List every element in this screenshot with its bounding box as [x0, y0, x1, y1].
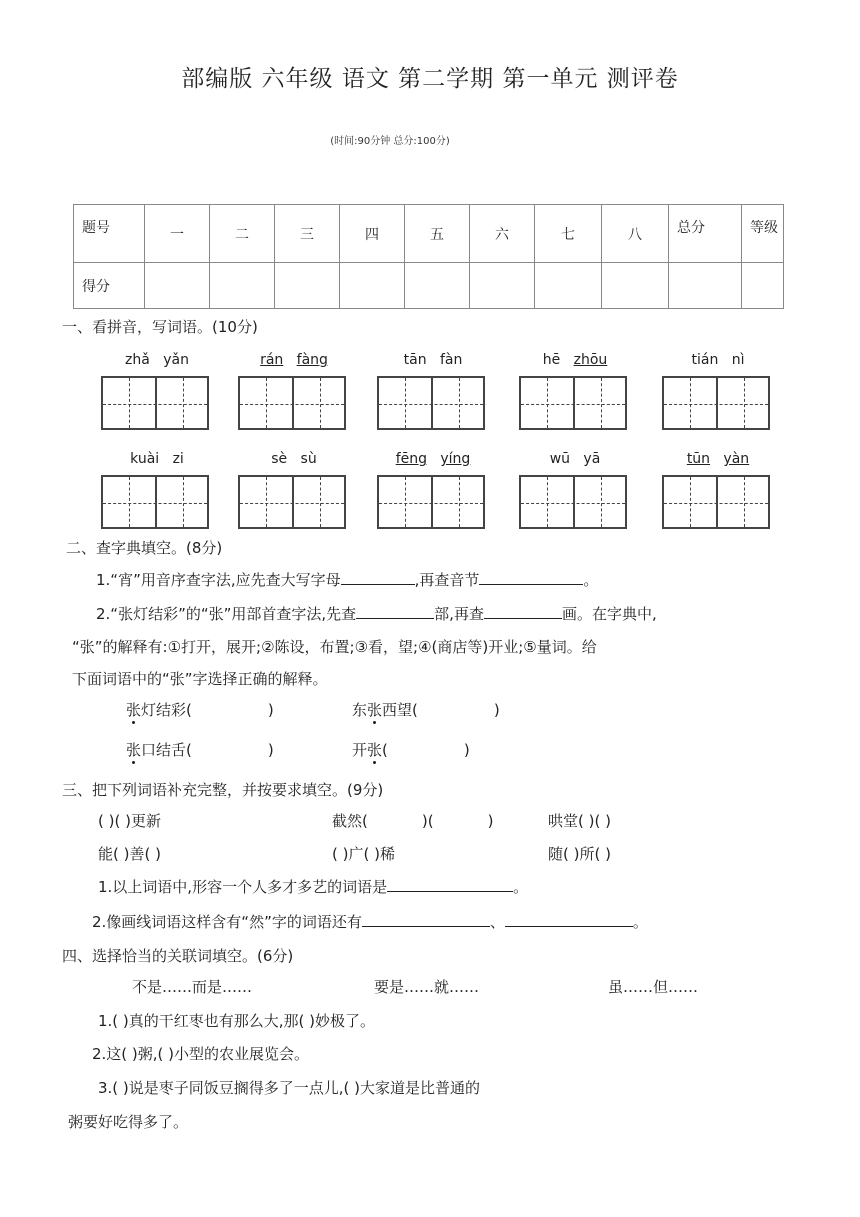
pinyin-syllable: yā: [583, 451, 601, 467]
word-text: ): [267, 741, 274, 759]
pinyin-syllable: yàn: [723, 451, 750, 467]
pinyin-syllable: kuài: [130, 451, 160, 467]
question-text: 画。在字典中,: [561, 605, 657, 623]
character-writing-grid[interactable]: [238, 376, 346, 430]
grid-line: [266, 477, 267, 527]
score-entry-cell[interactable]: [145, 263, 210, 309]
pinyin-syllable: nì: [731, 352, 745, 368]
grid-line: [521, 503, 625, 504]
score-entry-cell[interactable]: [535, 263, 602, 309]
word-item: [126, 739, 274, 760]
question-2-2: [96, 603, 657, 624]
word-text: ): [493, 701, 500, 719]
dotted-character: 张: [367, 741, 383, 759]
pinyin-syllable: hē: [542, 352, 561, 368]
grid-line: [183, 477, 184, 527]
question-text: 1.“宵”用音序查字法,应先查大写字母: [96, 571, 341, 589]
grid-line: [379, 503, 483, 504]
question-text: “张”的解释有:①打开，展开;②陈设，布置;③看，望;④(商店等)开业;⑤量词。给: [72, 638, 597, 656]
grid-line: [744, 378, 745, 428]
grid-line: [183, 378, 184, 428]
idiom-fill[interactable]: ( )广( )稀: [332, 845, 395, 863]
pinyin-label: [519, 451, 631, 467]
pinyin-syllable: yíng: [440, 451, 471, 467]
answer-blank[interactable]: [484, 604, 562, 619]
dotted-character: 张: [126, 701, 142, 719]
table-cell: 八: [602, 205, 669, 263]
word-text: 口结舌(: [141, 741, 192, 759]
question-4-1[interactable]: 1.( )真的干红枣也有那么大,那( )妙极了。: [98, 1012, 376, 1030]
grid-line: [521, 404, 625, 405]
grid-line: [690, 378, 691, 428]
answer-blank[interactable]: [505, 912, 633, 927]
question-text: 。: [583, 571, 599, 589]
score-entry-cell[interactable]: [275, 263, 340, 309]
grid-line: [573, 477, 575, 527]
table-cell: 三: [275, 205, 340, 263]
grid-line: [664, 503, 768, 504]
word-text: 开: [352, 741, 368, 759]
pinyin-label: [662, 352, 774, 368]
grid-line: [459, 477, 460, 527]
grid-line: [431, 378, 433, 428]
grid-line: [129, 378, 130, 428]
pinyin-syllable: fàng: [296, 352, 328, 368]
question-text: 。: [513, 878, 529, 896]
pinyin-label: [101, 352, 213, 368]
grid-line: [155, 477, 157, 527]
idiom-fill[interactable]: ( )( )更新: [98, 812, 161, 830]
score-entry-cell[interactable]: [210, 263, 275, 309]
character-writing-grid[interactable]: [101, 376, 209, 430]
pinyin-label: [101, 451, 213, 467]
grid-line: [292, 378, 294, 428]
character-writing-grid[interactable]: [519, 376, 627, 430]
word-text: ): [463, 741, 470, 759]
pinyin-syllable: fàn: [439, 352, 463, 368]
question-3-2: [92, 911, 648, 932]
pinyin-syllable: tān: [403, 352, 427, 368]
answer-blank[interactable]: [362, 912, 490, 927]
section-1-heading: 一、看拼音，写词语。(10分): [62, 318, 258, 336]
question-text: 2.像画线词语这样含有“然”字的词语还有: [92, 913, 362, 931]
question-text: 。: [632, 913, 648, 931]
character-writing-grid[interactable]: [662, 376, 770, 430]
grid-line: [405, 378, 406, 428]
word-text: (: [382, 741, 388, 759]
word-item: [352, 699, 500, 720]
answer-blank[interactable]: [341, 570, 415, 585]
score-entry-cell[interactable]: [470, 263, 535, 309]
table-cell: 题号: [74, 205, 145, 263]
conjunction-option: 要是……就……: [374, 978, 480, 996]
character-writing-grid[interactable]: [377, 475, 485, 529]
pinyin-syllable: wū: [549, 451, 571, 467]
grid-line: [240, 404, 344, 405]
pinyin-label: [238, 451, 350, 467]
grid-line: [744, 477, 745, 527]
word-item: [126, 699, 274, 720]
grid-line: [573, 378, 575, 428]
grid-line: [103, 503, 207, 504]
question-text: 2.“张灯结彩”的“张”用部首查字法,先查: [96, 605, 357, 623]
pinyin-syllable: tūn: [686, 451, 711, 467]
grid-line: [103, 404, 207, 405]
grid-line: [716, 378, 718, 428]
grid-line: [320, 378, 321, 428]
table-cell: 四: [340, 205, 405, 263]
question-4-3-continued: 粥要好吃得多了。: [68, 1113, 189, 1131]
table-cell: 一: [145, 205, 210, 263]
answer-blank[interactable]: [479, 570, 583, 585]
pinyin-syllable: sè: [271, 451, 288, 467]
pinyin-syllable: zi: [172, 451, 184, 467]
score-entry-cell[interactable]: [405, 263, 470, 309]
grid-line: [266, 378, 267, 428]
pinyin-syllable: fēng: [395, 451, 427, 467]
pinyin-label: [519, 352, 631, 368]
table-cell: 二: [210, 205, 275, 263]
pinyin-label: [238, 352, 350, 368]
character-writing-grid[interactable]: [238, 475, 346, 529]
page-title: 部编版 六年级 语文 第二学期 第一单元 测评卷: [181, 66, 679, 92]
character-writing-grid[interactable]: [519, 475, 627, 529]
pinyin-syllable: sù: [300, 451, 317, 467]
table-cell: 等级: [742, 205, 784, 263]
grid-line: [129, 477, 130, 527]
grid-line: [690, 477, 691, 527]
grid-line: [292, 477, 294, 527]
table-cell: 七: [535, 205, 602, 263]
score-entry-cell[interactable]: [602, 263, 669, 309]
pinyin-label: [662, 451, 774, 467]
section-2-heading: 二、查字典填空。(8分): [66, 539, 223, 557]
grid-line: [155, 378, 157, 428]
pinyin-syllable: rán: [260, 352, 284, 368]
grid-line: [716, 477, 718, 527]
grid-line: [379, 404, 483, 405]
question-text: 1.以上词语中,形容一个人多才多艺的词语是: [98, 878, 388, 896]
score-table: [73, 204, 784, 309]
idiom-fill[interactable]: 随( )所( ): [548, 845, 611, 863]
character-writing-grid[interactable]: [101, 475, 209, 529]
grid-line: [459, 378, 460, 428]
dotted-character: 张: [367, 701, 383, 719]
question-4-3[interactable]: 3.( )说是枣子同饭豆搁得多了一点儿,( )大家道是比普通的: [98, 1079, 481, 1097]
score-table-score-row: [74, 263, 784, 309]
word-text: 灯结彩(: [141, 701, 192, 719]
grid-line: [664, 404, 768, 405]
score-entry-cell[interactable]: [742, 263, 784, 309]
table-cell: 得分: [74, 263, 145, 309]
table-cell: 总分: [669, 205, 742, 263]
pinyin-syllable: zhǎ: [125, 352, 150, 368]
question-4-2[interactable]: 2.这( )粥,( )小型的农业展览会。: [92, 1045, 310, 1063]
conjunction-option: 不是……而是……: [132, 978, 253, 996]
grid-line: [431, 477, 433, 527]
grid-line: [601, 378, 602, 428]
table-cell: 六: [470, 205, 535, 263]
question-text: 部,再查: [434, 605, 484, 623]
word-text: ): [267, 701, 274, 719]
table-cell: 五: [405, 205, 470, 263]
pinyin-syllable: zhōu: [573, 352, 608, 368]
character-writing-grid[interactable]: [377, 376, 485, 430]
dotted-character: 张: [126, 741, 142, 759]
answer-blank[interactable]: [387, 877, 513, 892]
grid-line: [405, 477, 406, 527]
exam-info: (时间:90分钟 总分:100分): [330, 136, 450, 147]
pinyin-syllable: yǎn: [163, 352, 189, 368]
pinyin-label: [377, 352, 489, 368]
grid-line: [320, 477, 321, 527]
grid-line: [240, 503, 344, 504]
word-text: 东: [352, 701, 368, 719]
word-text: 西望(: [382, 701, 418, 719]
grid-line: [601, 477, 602, 527]
pinyin-label: [377, 451, 489, 467]
pinyin-syllable: tián: [691, 352, 719, 368]
conjunction-option: 虽……但……: [608, 978, 699, 996]
grid-line: [547, 477, 548, 527]
question-text: 、: [489, 913, 505, 931]
character-writing-grid[interactable]: [662, 475, 770, 529]
grid-line: [547, 378, 548, 428]
question-3-1: [98, 876, 528, 897]
section-4-heading: 四、选择恰当的关联词填空。(6分): [62, 947, 294, 965]
question-text: ,再查音节: [414, 571, 480, 589]
section-3-heading: 三、把下列词语补充完整，并按要求填空。(9分): [62, 781, 384, 799]
answer-blank[interactable]: [356, 604, 434, 619]
question-2-1: [96, 569, 598, 590]
score-entry-cell[interactable]: [669, 263, 742, 309]
score-entry-cell[interactable]: [340, 263, 405, 309]
word-item: [352, 739, 470, 760]
idiom-fill[interactable]: 哄堂( )( ): [548, 812, 611, 830]
score-table-header-row: [74, 205, 784, 263]
idiom-fill[interactable]: 能( )善( ): [98, 845, 161, 863]
idiom-fill[interactable]: 截然( )( ): [332, 812, 494, 830]
question-text: 下面词语中的“张”字选择正确的解释。: [72, 670, 328, 688]
